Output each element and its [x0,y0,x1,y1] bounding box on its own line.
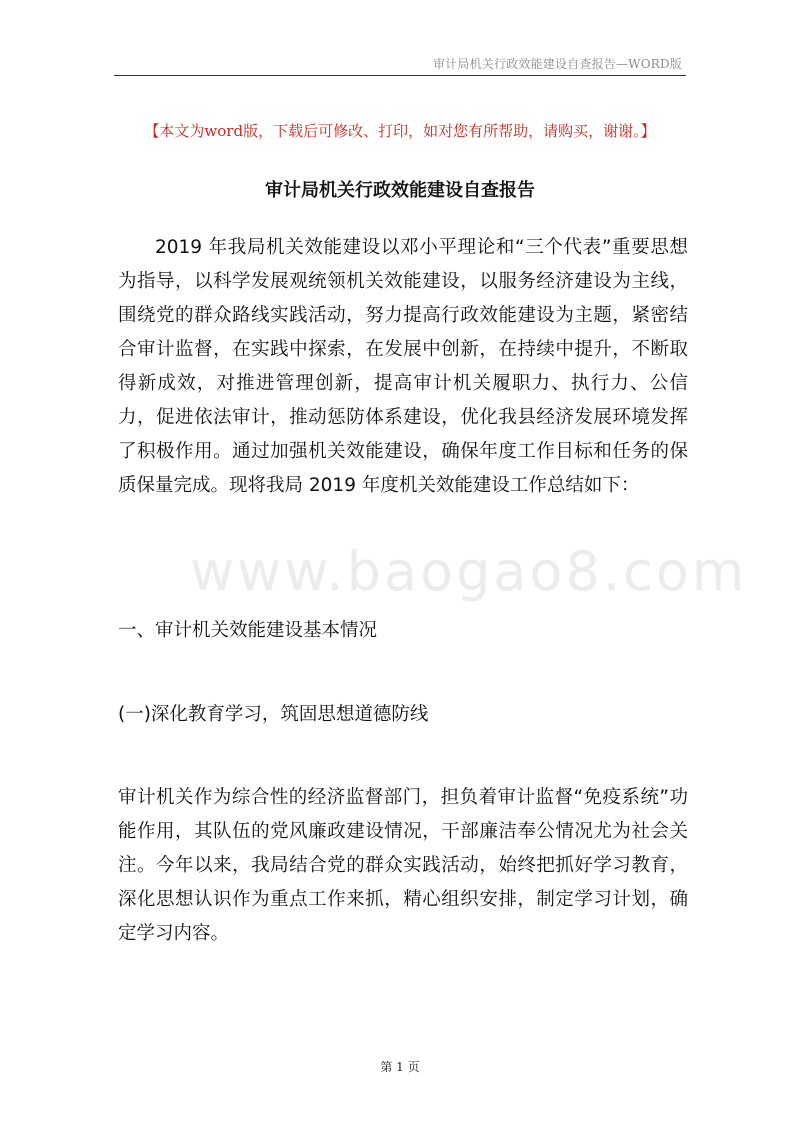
page-number: 第 1 页 [380,1060,420,1074]
section-heading: 一、审计机关效能建设基本情况 [118,620,378,641]
intro-paragraph: 2019 年我局机关效能建设以邓小平理论和“三个代表”重要思想为指导，以科学发展观统领机关效能建设，以服务经济建设为主线，围绕党的群众路线实践活动，努力提高行政效能建设为主题，紧密结合审计监督，在实践中探索，在发展中创新，在持续中提升，不断取得新成效，对推进管理创新，提高审计机关履职力、执行力、公信力，促进依法审计，推动惩防体系建设，优化我县经济发展环境发挥了积极作用。通过加强机关效能建设，确保年度工作目标和任务的保质保量完成。现将我局 2019 年度机关效能建设工作总结如下： [118,237,688,496]
document-title: 审计局机关行政效能建设自查报告 [265,180,535,201]
header-divider [114,75,686,76]
subsection-heading: (一)深化教育学习，筑固思想道德防线 [118,704,429,725]
running-header: 审计局机关行政效能建设自查报告—WORD版 [432,57,682,71]
body-paragraph: 审计机关作为综合性的经济监督部门，担负着审计监督“免疫系统”功能作用，其队伍的党风廉政建设情况，干部廉洁奉公情况尤为社会关注。今年以来，我局结合党的群众实践活动，始终把抓好学习教育，深化思想认识作为重点工作来抓，精心组织安排，制定学习计划，确定学习内容。 [118,787,688,944]
purchase-notice: 【本文为word版，下载后可修改、打印，如对您有所帮助，请购买，谢谢。】 [144,122,656,140]
watermark: www.baogao8.com [190,540,748,603]
